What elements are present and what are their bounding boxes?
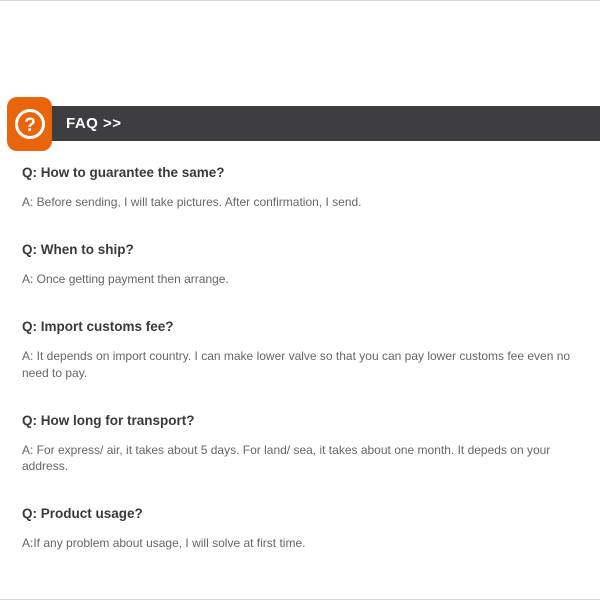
faq-answer: A:If any problem about usage, I will solve at first time. bbox=[22, 536, 306, 551]
faq-answer: A: Once getting payment then arrange. bbox=[22, 272, 229, 287]
faq-answer: A: For express/ air, it takes about 5 days. For land/ sea, it takes about one month. It depeds on your address. bbox=[22, 442, 551, 473]
faq-answer: A: Before sending, I will take pictures. After confirmation, I send. bbox=[22, 195, 362, 209]
faq-question: Q: Import customs fee? bbox=[22, 319, 174, 335]
faq-item bbox=[22, 413, 574, 474]
faq-item bbox=[22, 506, 574, 551]
faq-question: Q: How to guarantee the same? bbox=[22, 165, 225, 180]
faq-question: Q: How long for transport? bbox=[22, 412, 195, 428]
faq-question: Q: When to ship? bbox=[22, 242, 134, 258]
faq-question: Q: Product usage? bbox=[22, 506, 143, 522]
question-mark-icon bbox=[7, 97, 52, 151]
icon-question-glyph: ? bbox=[23, 115, 36, 136]
faq-item bbox=[22, 319, 574, 380]
faq-header bbox=[0, 97, 600, 151]
faq-item bbox=[22, 165, 574, 210]
question-mark-icon-art bbox=[13, 107, 47, 141]
faq-item bbox=[22, 242, 574, 287]
faq-title-bar bbox=[40, 106, 600, 141]
faq-answer: A: It depends on import country. I can make lower valve so that you can pay lower customs fee even no need to pay. bbox=[22, 349, 571, 380]
faq-list bbox=[22, 165, 574, 583]
faq-title: FAQ >> bbox=[66, 115, 122, 132]
